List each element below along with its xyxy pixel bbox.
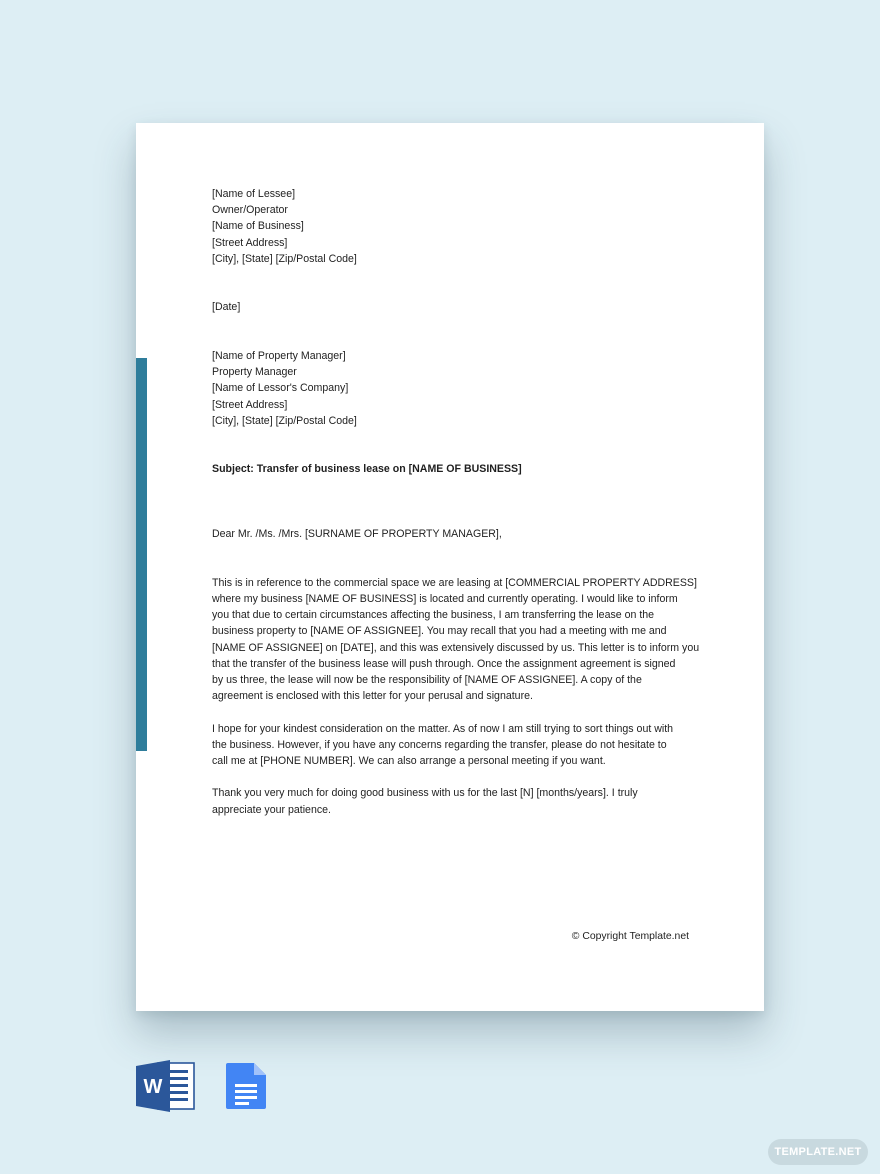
paragraph-line: where my business [NAME OF BUSINESS] is located and currently operating. I would like to inform: [212, 592, 678, 605]
google-docs-icon[interactable]: [224, 1062, 268, 1110]
sender-line: [Street Address]: [212, 236, 288, 249]
accent-bar: [136, 358, 147, 751]
word-letter: W: [143, 1076, 163, 1098]
copyright-notice: © Copyright Template.net: [571, 931, 689, 942]
paragraph-line: [NAME OF ASSIGNEE] on [DATE], and this was extensively discussed by us. This letter is to inform you: [212, 641, 700, 654]
letter-subject: Subject: Transfer of business lease on [NAME OF BUSINESS]: [212, 463, 522, 476]
paragraph-line: appreciate your patience.: [212, 803, 331, 816]
paragraph-2: [212, 721, 692, 770]
recipient-line: [Name of Property Manager]: [212, 350, 346, 362]
paragraph-line: by us three, the lease will now be the responsibility of [NAME OF ASSIGNEE]. A copy of the: [212, 674, 642, 686]
microsoft-word-icon[interactable]: [136, 1060, 196, 1112]
template-net-badge[interactable]: TEMPLATE.NET: [768, 1139, 868, 1165]
letter-page: [136, 123, 764, 1011]
paragraph-line: I hope for your kindest consideration on the matter. As of now I am still trying to sort things out with: [212, 722, 674, 735]
paragraph-line: that the transfer of the business lease will push through. Once the assignment agreement is signed: [212, 657, 676, 670]
letter-body: [212, 186, 700, 818]
recipient-line: [City], [State] [Zip/Postal Code]: [212, 414, 357, 427]
paragraph-line: This is in reference to the commercial space we are leasing at [COMMERCIAL PROPERTY ADDRESS]: [212, 576, 697, 589]
sender-line: [Name of Lessee]: [212, 188, 296, 200]
recipient-line: [Name of Lessor's Company]: [212, 382, 349, 395]
recipient-address: [212, 348, 692, 429]
paragraph-line: the business. However, if you have any concerns regarding the transfer, please do not hesitate to: [212, 738, 667, 751]
recipient-line: [Street Address]: [212, 398, 288, 411]
paragraph-3: [212, 785, 692, 817]
paragraph-line: agreement is enclosed with this letter for your perusal and signature.: [212, 690, 533, 703]
letter-date: [Date]: [212, 301, 241, 314]
paragraph-line: Thank you very much for doing good business with us for the last [N] [months/years]. I truly: [212, 787, 638, 800]
recipient-line: Property Manager: [212, 366, 297, 379]
paragraph-1: [212, 575, 700, 705]
salutation: Dear Mr. /Ms. /Mrs. [SURNAME OF PROPERTY MANAGER],: [212, 528, 502, 541]
sender-address: [212, 186, 692, 267]
paragraph-line: you that due to certain circumstances affecting the business, I am transferring the lease on the: [212, 609, 655, 622]
paragraph-line: business property to [NAME OF ASSIGNEE]. You may recall that you had a meeting with me and: [212, 625, 667, 638]
sender-line: [Name of Business]: [212, 220, 304, 233]
paragraph-line: call me at [PHONE NUMBER]. We can also arrange a personal meeting if you want.: [212, 755, 606, 767]
sender-line: Owner/Operator: [212, 204, 288, 217]
sender-line: [City], [State] [Zip/Postal Code]: [212, 252, 357, 265]
